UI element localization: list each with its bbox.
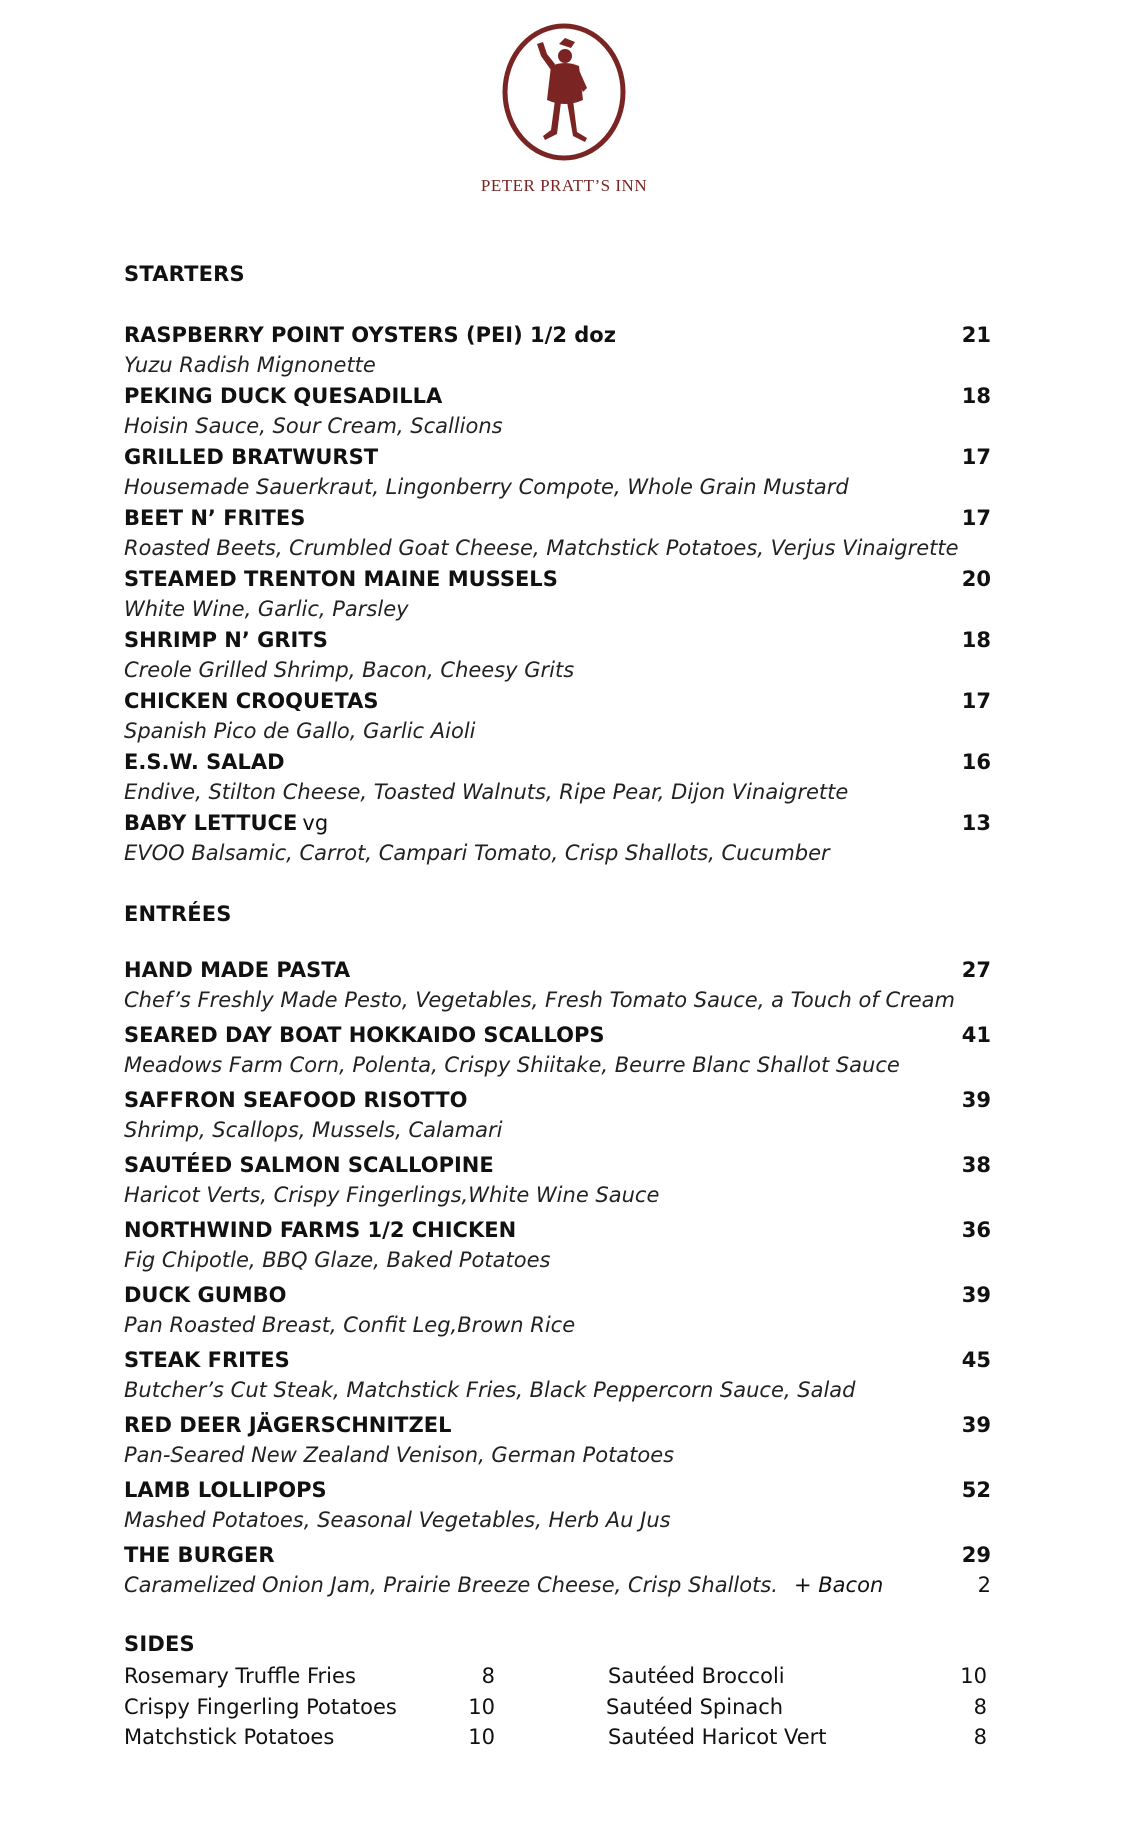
menu-item (124, 442, 991, 502)
menu-item-name: BABY LETTUCE (124, 811, 298, 835)
menu-item (124, 1475, 991, 1535)
menu-item (124, 1020, 991, 1080)
menu-item-name: GRILLED BRATWURST (124, 445, 379, 469)
menu-item-header (124, 686, 991, 716)
menu-item (124, 1085, 991, 1145)
menu-item (124, 1345, 991, 1405)
menu-item-name: STEAK FRITES (124, 1348, 290, 1372)
menu-item-price: 18 (961, 628, 991, 652)
menu-item-price: 17 (961, 506, 991, 530)
side-item-price: 8 (973, 1695, 987, 1719)
menu-item (124, 808, 991, 868)
menu-item (124, 381, 991, 441)
menu-item-description: Endive, Stilton Cheese, Toasted Walnuts, Ripe Pear, Dijon Vinaigrette (124, 780, 849, 804)
menu-item-name: DUCK GUMBO (124, 1283, 287, 1307)
menu-item-description-row (124, 985, 991, 1015)
menu-item-price: 16 (961, 750, 991, 774)
menu-item-price: 36 (961, 1218, 991, 1242)
menu-item-name: CHICKEN CROQUETAS (124, 689, 379, 713)
menu-item-header (124, 1215, 991, 1245)
menu-item-description-row (124, 838, 991, 868)
menu-item-description-row (124, 1375, 991, 1405)
add-on-price: 2 (977, 1573, 991, 1597)
menu-item-header (124, 1410, 991, 1440)
menu-item-header (124, 381, 991, 411)
menu-item-description: Housemade Sauerkraut, Lingonberry Compote, Whole Grain Mustard (124, 475, 849, 499)
menu-item (124, 1215, 991, 1275)
menu-item-description: Mashed Potatoes, Seasonal Vegetables, Herb Au Jus (124, 1508, 671, 1532)
menu-item-description-row (124, 350, 991, 380)
menu-item-description-row (124, 1180, 991, 1210)
side-item-name: Crispy Fingerling Potatoes (124, 1695, 397, 1719)
menu-item-description: Yuzu Radish Mignonette (124, 353, 376, 377)
menu-item-header (124, 955, 991, 985)
menu-item-price: 38 (961, 1153, 991, 1177)
menu-item-price: 45 (961, 1348, 991, 1372)
menu-item-description: White Wine, Garlic, Parsley (124, 597, 409, 621)
menu-item-name: NORTHWIND FARMS 1/2 CHICKEN (124, 1218, 517, 1242)
menu-item (124, 955, 991, 1015)
side-item-name: Sautéed Spinach (606, 1695, 784, 1719)
menu-item (124, 564, 991, 624)
menu-item (124, 1540, 991, 1600)
menu-item-name: SAFFRON SEAFOOD RISOTTO (124, 1088, 468, 1112)
menu-item-price: 39 (961, 1088, 991, 1112)
menu-item-description: Pan-Seared New Zealand Venison, German Potatoes (124, 1443, 675, 1467)
menu-item (124, 747, 991, 807)
menu-item-description: Spanish Pico de Gallo, Garlic Aioli (124, 719, 476, 743)
menu-item-price: 27 (961, 958, 991, 982)
menu-item-name: BEET N’ FRITES (124, 506, 306, 530)
menu-item-name: SAUTÉED SALMON SCALLOPINE (124, 1153, 494, 1177)
menu-item-description-row (124, 1050, 991, 1080)
menu-item-name: LAMB LOLLIPOPS (124, 1478, 327, 1502)
menu-item-header (124, 1475, 991, 1505)
menu-item-description: Butcher’s Cut Steak, Matchstick Fries, Black Peppercorn Sauce, Salad (124, 1378, 856, 1402)
menu-item-header (124, 808, 991, 838)
menu-item-description: Chef’s Freshly Made Pesto, Vegetables, Fresh Tomato Sauce, a Touch of Cream (124, 988, 955, 1012)
menu-item-price: 39 (961, 1283, 991, 1307)
menu-item (124, 686, 991, 746)
menu-item-description-row (124, 716, 991, 746)
menu-item-name: STEAMED TRENTON MAINE MUSSELS (124, 567, 558, 591)
menu-item-name: PEKING DUCK QUESADILLA (124, 384, 443, 408)
menu-item-header (124, 503, 991, 533)
menu-item-price: 17 (961, 445, 991, 469)
menu-item-name: SHRIMP N’ GRITS (124, 628, 328, 652)
menu-item-price: 17 (961, 689, 991, 713)
side-item-name: Sautéed Haricot Vert (608, 1725, 827, 1749)
menu-item-description-row (124, 655, 991, 685)
menu-item (124, 320, 991, 380)
menu-item-header (124, 564, 991, 594)
side-item-price: 8 (481, 1664, 495, 1688)
menu-item (124, 1410, 991, 1470)
side-item-price: 8 (973, 1725, 987, 1749)
menu-item (124, 1150, 991, 1210)
menu-item-description: Fig Chipotle, BBQ Glaze, Baked Potatoes (124, 1248, 551, 1272)
menu-item-name: E.S.W. SALAD (124, 750, 285, 774)
menu-item-description: Roasted Beets, Crumbled Goat Cheese, Matchstick Potatoes, Verjus Vinaigrette (124, 536, 959, 560)
add-on-label: + Bacon (794, 1573, 884, 1597)
menu-item-description-row (124, 1115, 991, 1145)
menu-item-price: 41 (961, 1023, 991, 1047)
menu-item-description-row (124, 777, 991, 807)
menu-item-header (124, 442, 991, 472)
menu-item-description-row (124, 1570, 991, 1600)
menu-item-description: Hoisin Sauce, Sour Cream, Scallions (124, 414, 503, 438)
menu-item-description-row (124, 1440, 991, 1470)
menu-item (124, 625, 991, 685)
menu-item-description: Meadows Farm Corn, Polenta, Crispy Shiitake, Beurre Blanc Shallot Sauce (124, 1053, 900, 1077)
menu-item-description-row (124, 594, 991, 624)
menu-item-description-row (124, 1505, 991, 1535)
menu-item-description-row (124, 1310, 991, 1340)
side-item-price: 10 (468, 1695, 495, 1719)
menu-item-header (124, 1150, 991, 1180)
side-item-price: 10 (468, 1725, 495, 1749)
menu-item-name: THE BURGER (124, 1543, 275, 1567)
menu-item-description-row (124, 533, 991, 563)
menu-item-name: RASPBERRY POINT OYSTERS (PEI) 1/2 doz (124, 323, 616, 347)
menu-item-description: Haricot Verts, Crispy Fingerlings,White Wine Sauce (124, 1183, 660, 1207)
menu-item-name: RED DEER JÄGERSCHNITZEL (124, 1413, 452, 1437)
menu-item-header (124, 1540, 991, 1570)
menu-item-price: 21 (961, 323, 991, 347)
menu-item-header (124, 1085, 991, 1115)
menu-item-description-row (124, 411, 991, 441)
menu-item-header (124, 1020, 991, 1050)
menu-item-price: 18 (961, 384, 991, 408)
menu-item-description: EVOO Balsamic, Carrot, Campari Tomato, Crisp Shallots, Cucumber (124, 841, 830, 865)
menu-item-description-row (124, 472, 991, 502)
logo-text: PETER PRATT’S INN (480, 176, 648, 195)
dietary-tag: vg (302, 811, 329, 835)
side-item-price: 10 (960, 1664, 987, 1688)
menu-item-price: 20 (961, 567, 991, 591)
jester-emblem-icon (499, 22, 629, 162)
side-item-name: Matchstick Potatoes (124, 1725, 335, 1749)
menu-item-header (124, 320, 991, 350)
menu-item (124, 503, 991, 563)
menu-item-header (124, 625, 991, 655)
side-item-name: Sautéed Broccoli (608, 1664, 785, 1688)
entrees-title: ENTRÉES (124, 902, 232, 926)
menu-item-price: 39 (961, 1413, 991, 1437)
menu-item-price: 52 (961, 1478, 991, 1502)
logo (0, 22, 1128, 196)
menu-item-description: Caramelized Onion Jam, Prairie Breeze Cheese, Crisp Shallots. (124, 1573, 778, 1597)
menu-item-name: SEARED DAY BOAT HOKKAIDO SCALLOPS (124, 1023, 605, 1047)
menu-item-header (124, 1345, 991, 1375)
menu-item-description: Creole Grilled Shrimp, Bacon, Cheesy Grits (124, 658, 575, 682)
side-item-name: Rosemary Truffle Fries (124, 1664, 356, 1688)
menu-item-price: 29 (961, 1543, 991, 1567)
menu-item-name: HAND MADE PASTA (124, 958, 351, 982)
menu-item-price: 13 (961, 811, 991, 835)
menu-item-header (124, 747, 991, 777)
menu-item (124, 1280, 991, 1340)
menu-item-description: Shrimp, Scallops, Mussels, Calamari (124, 1118, 503, 1142)
menu-item-description-row (124, 1245, 991, 1275)
menu-item-header (124, 1280, 991, 1310)
sides-title: SIDES (124, 1632, 195, 1656)
starters-title: STARTERS (124, 262, 245, 286)
menu-item-description: Pan Roasted Breast, Confit Leg,Brown Rice (124, 1313, 576, 1337)
